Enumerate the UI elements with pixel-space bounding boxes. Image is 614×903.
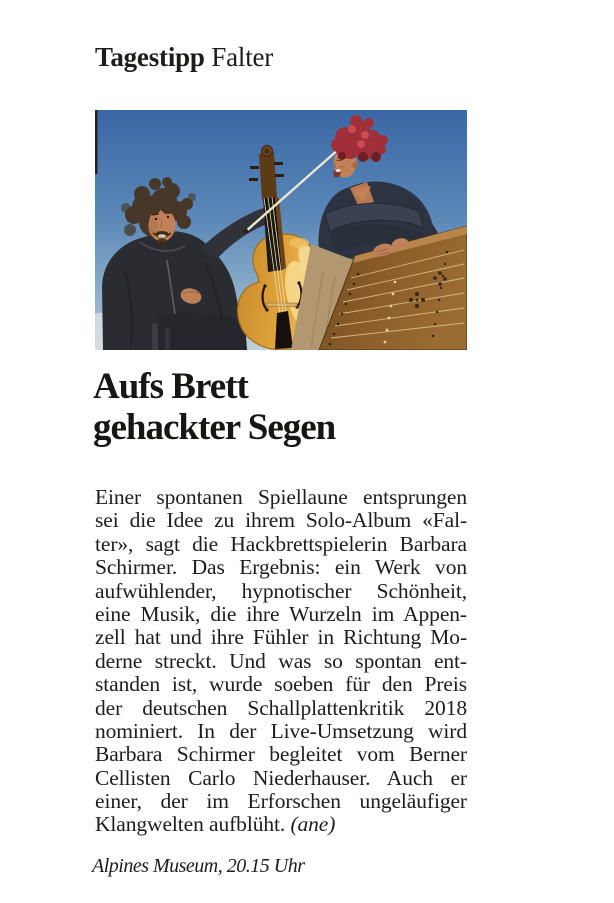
article-line: derne streckt. Und was so spontan ent- xyxy=(95,648,467,673)
article-line: einer, der im Erforschen ungeläufiger xyxy=(95,789,467,814)
article-line: Schirmer. Das Ergebnis: ein Werk von xyxy=(95,555,467,580)
article-body xyxy=(95,486,467,837)
article-line: eine Musik, die ihre Wurzeln im Appen- xyxy=(95,601,467,626)
article-line: der deutschen Schallplattenkritik 2018 xyxy=(95,695,467,720)
article-line: zell hat und ihre Fühler in Richtung Mo- xyxy=(95,625,467,650)
article-line: standen ist, wurde soeben für den Preis xyxy=(95,672,467,697)
headline-line2: gehackter Segen xyxy=(93,407,336,448)
article-line: Barbara Schirmer begleitet vom Berner xyxy=(95,742,467,767)
headline-line1: Aufs Brett xyxy=(93,366,248,407)
article-line: Cellisten Carlo Niederhauser. Auch er xyxy=(95,765,467,790)
kicker-topic: Falter xyxy=(211,42,274,72)
event-info: Alpines Museum, 20.15 Uhr xyxy=(92,855,305,877)
article-line: Einer spontanen Spiellaune entsprungen xyxy=(95,485,467,509)
article-line xyxy=(95,813,467,836)
kicker-title: Tagestipp xyxy=(95,42,205,72)
article-line: ter», sagt die Hackbrettspielerin Barbara xyxy=(95,531,467,556)
kicker xyxy=(95,40,273,74)
author-credit: (ane) xyxy=(290,812,336,837)
article-photo xyxy=(95,110,467,350)
photo-edge-mark xyxy=(95,110,98,174)
headline xyxy=(93,366,523,448)
article-photo-illustration xyxy=(95,110,467,350)
article-line: aufwühlender, hypnotischer Schönheit, xyxy=(95,578,467,603)
article-line-text: Klangwelten aufblüht. xyxy=(95,812,286,837)
article-line: sei die Idee zu ihrem Solo-Album «Fal- xyxy=(95,508,467,533)
article-line: nominiert. In der Live-Umsetzung wird xyxy=(95,718,467,743)
